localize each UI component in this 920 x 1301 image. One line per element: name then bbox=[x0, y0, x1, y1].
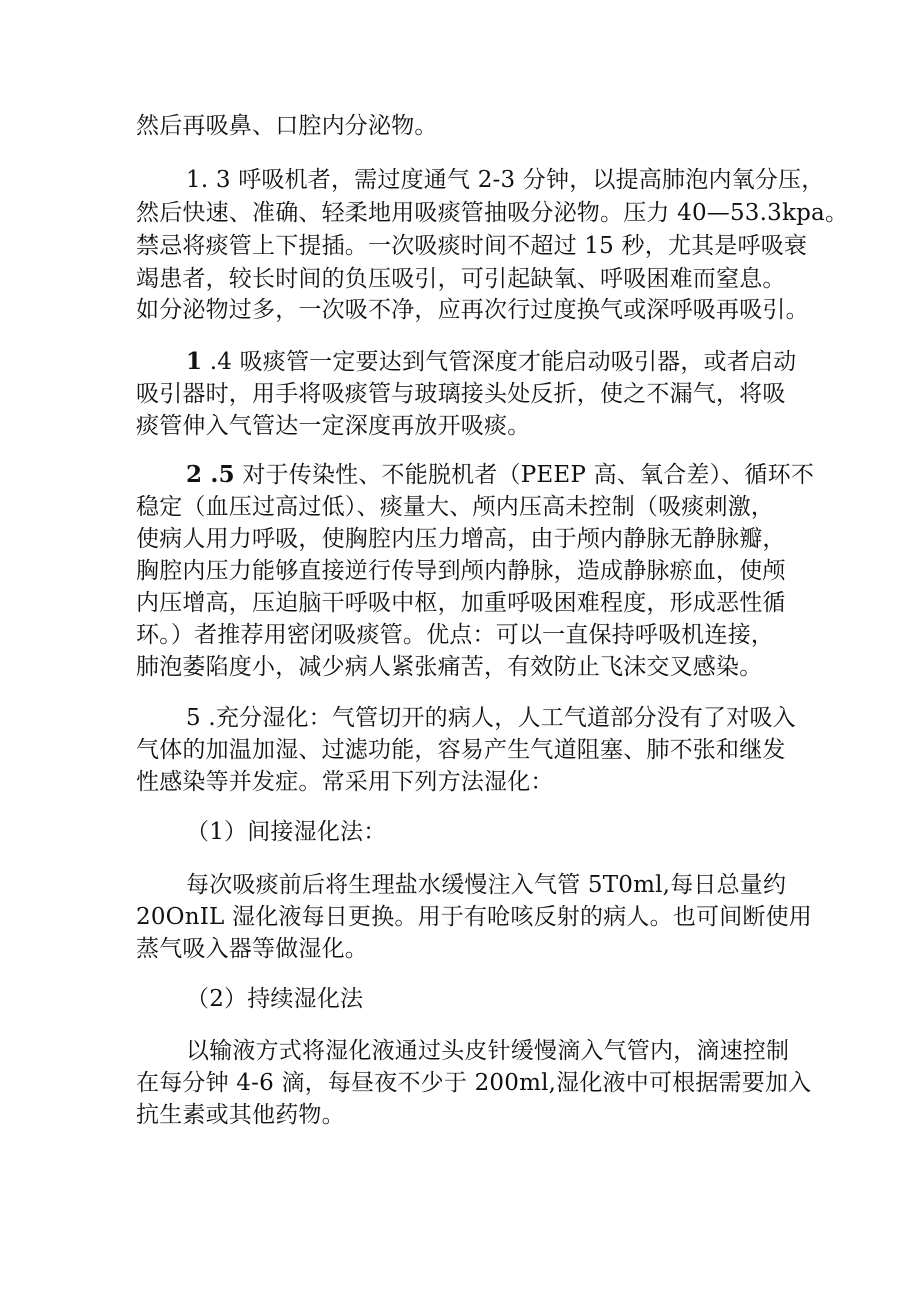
section-number: 2 .5 bbox=[186, 461, 235, 488]
text-line: 稳定（血压过高过低）、痰量大、颅内压高未控制（吸痰刺激， bbox=[136, 494, 775, 520]
text-line: 20OnIL 湿化液每日更换。用于有呛咳反射的病人。也可间断使用 bbox=[136, 904, 813, 930]
text-line: 气体的加温加湿、过滤功能，容易产生气道阻塞、肺不张和继发 bbox=[136, 737, 786, 763]
text-line: 以输液方式将湿化液通过头皮针缓慢滴入气管内，滴速控制 bbox=[186, 1038, 790, 1064]
text-line: 环。）者推荐用密闭吸痰管。优点：可以一直保持呼吸机连接， bbox=[136, 622, 775, 648]
text-line: 竭患者，较长时间的负压吸引，可引起缺氧、呼吸困难而窒息。 bbox=[136, 266, 786, 292]
text-line: 然后再吸鼻、口腔内分泌物。 bbox=[136, 113, 438, 139]
text-line: 胸腔内压力能够直接逆行传导到颅内静脉，造成静脉瘀血，使颅 bbox=[136, 558, 786, 584]
text-segment: 对于传染性、不能脱机者（PEEP 高、氧合差）、循环不 bbox=[234, 462, 815, 488]
subheading: （2）持续湿化法 bbox=[186, 986, 364, 1012]
text-line: 吸引器时，用手将吸痰管与玻璃接头处反折，使之不漏气，将吸 bbox=[136, 381, 786, 407]
text-line: 肺泡萎陷度小，减少病人紧张痛苦，有效防止飞沫交叉感染。 bbox=[136, 654, 763, 680]
text-line bbox=[186, 346, 796, 378]
text-line: 内压增高，压迫脑干呼吸中枢，加重呼吸困难程度，形成恶性循 bbox=[136, 590, 786, 616]
text-line: 性感染等并发症。常采用下列方法湿化： bbox=[136, 769, 554, 795]
text-line: 痰管伸入气管达一定深度再放开吸痰。 bbox=[136, 413, 531, 439]
text-line: 1. 3 呼吸机者，需过度通气 2-3 分钟，以提高肺泡内氧分压， bbox=[186, 167, 825, 193]
text-segment: .4 吸痰管一定要达到气管深度才能启动吸引器，或者启动 bbox=[202, 349, 797, 375]
text-line bbox=[186, 459, 814, 491]
text-line: 蒸气吸入器等做湿化。 bbox=[136, 936, 368, 962]
text-line: 禁忌将痰管上下提插。一次吸痰时间不超过 15 秒，尤其是呼吸衰 bbox=[136, 233, 808, 259]
text-line: 每次吸痰前后将生理盐水缓慢注入气管 5T0ml,每日总量约 bbox=[186, 872, 787, 898]
text-line: 如分泌物过多，一次吸不净，应再次行过度换气或深呼吸再吸引。 bbox=[136, 297, 809, 323]
text-line: 5 .充分湿化：气管切开的病人，人工气道部分没有了对吸入 bbox=[186, 705, 796, 731]
text-line: 然后快速、准确、轻柔地用吸痰管抽吸分泌物。压力 40—53.3kpa。 bbox=[136, 200, 849, 226]
text-line: 抗生素或其他药物。 bbox=[136, 1102, 345, 1128]
section-number: 1 bbox=[186, 348, 203, 375]
subheading: （1）间接湿化法： bbox=[186, 819, 387, 845]
text-line: 在每分钟 4-6 滴，每昼夜不少于 200ml,湿化液中可根据需要加入 bbox=[136, 1070, 812, 1096]
text-line: 使病人用力呼吸，使胸腔内压力增高，由于颅内静脉无静脉瓣， bbox=[136, 526, 786, 552]
